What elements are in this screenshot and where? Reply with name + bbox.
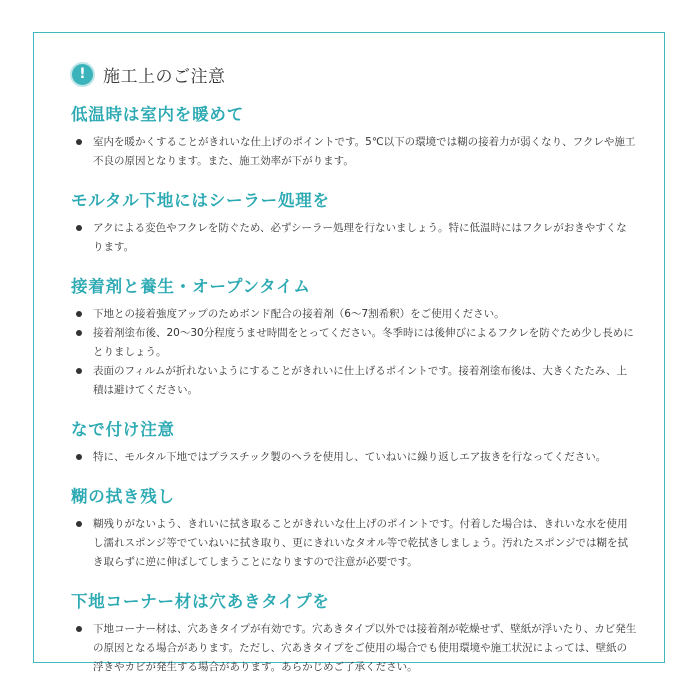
notice-content bbox=[71, 104, 637, 696]
section-title: なで付け注意 bbox=[71, 420, 175, 439]
page-title: 施工上のご注意 bbox=[103, 66, 226, 87]
list-item: 特に、モルタル下地ではプラスチック製のヘラを使用し、ていねいに繰り返しエア抜きを行なってください。 bbox=[71, 448, 637, 467]
list-item: 室内を暖かくすることがきれいな仕上げのポイントです。5℃以下の環境では糊の接着力が弱くなり、フクレや施工不良の原因となります。また、施工効率が下がります。 bbox=[71, 133, 637, 171]
section-title: 接着剤と養生・オープンタイム bbox=[71, 277, 311, 296]
section-smoothing bbox=[71, 419, 637, 467]
section-glue-residue bbox=[71, 486, 637, 572]
bullet-list bbox=[71, 133, 637, 171]
section-corner-material bbox=[71, 591, 637, 677]
bullet-list bbox=[71, 219, 637, 257]
bullet-list bbox=[71, 620, 637, 677]
section-title: モルタル下地にはシーラー処理を bbox=[71, 191, 330, 210]
section-title: 下地コーナー材は穴あきタイプを bbox=[71, 592, 330, 611]
notice-header bbox=[70, 62, 226, 86]
section-mortar-sealer bbox=[71, 190, 637, 257]
bullet-list bbox=[71, 448, 637, 467]
bullet-list bbox=[71, 305, 637, 400]
bullet-list bbox=[71, 515, 637, 572]
section-title: 糊の拭き残し bbox=[71, 487, 175, 506]
list-item: 接着剤塗布後、20～30分程度うませ時間をとってください。冬季時には後伸びによるフクレを防ぐため少し長めにとりましょう。 bbox=[71, 324, 637, 362]
section-low-temperature bbox=[71, 104, 637, 171]
section-adhesive-curing bbox=[71, 276, 637, 400]
section-title: 低温時は室内を暖めて bbox=[71, 105, 244, 124]
list-item: 下地コーナー材は、穴あきタイプが有効です。穴あきタイプ以外では接着剤が乾燥せず、壁紙が浮いたり、カビ発生の原因となる場合があります。ただし、穴あきタイプをご使用の場合でも使用環境や施工状況によっては、壁紙の浮きやカビが発生する場合があります。あらかじめご了承ください。 bbox=[71, 620, 637, 677]
list-item: アクによる変色やフクレを防ぐため、必ずシーラー処理を行ないましょう。特に低温時にはフクレがおきやすくなります。 bbox=[71, 219, 637, 257]
list-item: 下地との接着強度アップのためボンド配合の接着剤（6～7割希釈）をご使用ください。 bbox=[71, 305, 637, 324]
list-item: 表面のフィルムが折れないようにすることがきれいに仕上げるポイントです。接着剤塗布後は、大きくたたみ、上積は避けてください。 bbox=[71, 362, 637, 400]
list-item: 糊残りがないよう、きれいに拭き取ることがきれいな仕上げのポイントです。付着した場合は、きれいな水を使用し濡れスポンジ等でていねいに拭き取り、更にきれいなタオル等で乾拭きしましょう。汚れたスポンジでは糊を拭き取らずに逆に伸ばしてしまうことになりますので注意が必要です。 bbox=[71, 515, 637, 572]
exclamation-circle-icon: ! bbox=[70, 62, 95, 87]
